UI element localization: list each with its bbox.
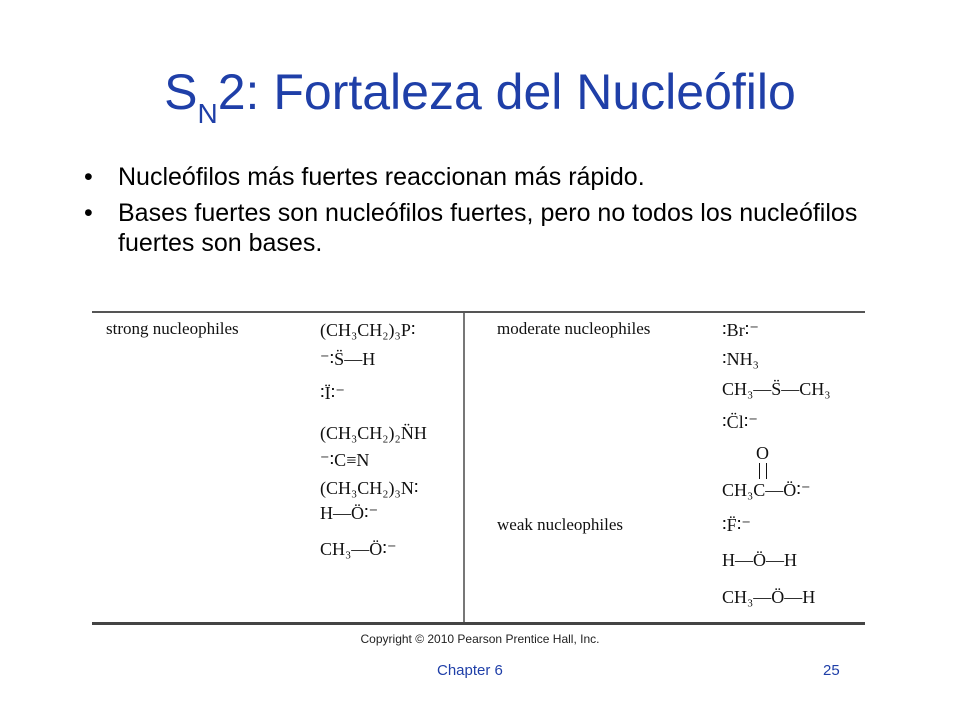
bullet-list	[80, 162, 880, 264]
strong-nucleophile-structure: ∶Ï∶⁻	[320, 383, 345, 403]
weak-nucleophiles-label: weak nucleophiles	[497, 515, 624, 534]
moderate-nucleophile-structure: ∶C̈l∶⁻	[722, 412, 758, 432]
footer-chapter: Chapter 6	[437, 662, 503, 679]
bullet-item	[80, 162, 880, 192]
acetate-structure: CH₃C—Ö∶⁻	[722, 480, 811, 500]
strong-nucleophile-structure: CH₃—Ö∶⁻	[320, 539, 397, 559]
weak-nucleophile-structure: CH₃—Ö—H	[722, 587, 816, 607]
nucleophile-table	[92, 311, 865, 625]
weak-nucleophile-structure: H—Ö—H	[722, 550, 797, 570]
footer-page-number: 25	[823, 662, 840, 679]
moderate-nucleophiles-label: moderate nucleophiles	[497, 319, 651, 338]
table-bottom-rule	[92, 622, 865, 625]
bullet-item	[80, 198, 880, 258]
slide-title	[0, 62, 960, 130]
moderate-nucleophile-structure: CH₃—S̈—CH₃	[722, 379, 831, 399]
strong-nucleophile-structure: ⁻∶S̈—H	[320, 349, 376, 369]
title-rest: 2: Fortaleza del Nucleófilo	[217, 64, 796, 120]
acetate-double-bond	[759, 463, 767, 479]
strong-nucleophiles-label: strong nucleophiles	[106, 319, 239, 338]
bullet-marker: •	[84, 199, 93, 227]
strong-nucleophile-structure: ⁻∶C≡N	[320, 450, 370, 470]
bullet-marker: •	[84, 163, 93, 191]
strong-nucleophile-structure: H—Ö∶⁻	[320, 503, 379, 523]
bullet-text: Bases fuertes son nucleófilos fuertes, pero no todos los nucleófilos fuertes son bases.	[118, 199, 858, 257]
bullet-text: Nucleófilos más fuertes reaccionan más rápido.	[118, 163, 645, 191]
strong-nucleophile-structure: (CH₃CH₂)₃N∶	[320, 478, 419, 498]
moderate-nucleophile-structure: ∶Br∶⁻	[722, 320, 759, 340]
table-top-rule	[92, 311, 865, 313]
strong-nucleophile-structure: (CH₃CH₂)₂N̈H	[320, 423, 427, 443]
moderate-nucleophile-structure: ∶NH₃	[722, 349, 759, 369]
weak-nucleophile-structure: ∶F̈∶⁻	[722, 515, 751, 535]
table-column-divider	[463, 313, 465, 622]
strong-nucleophile-structure: (CH₃CH₂)₃P∶	[320, 320, 416, 340]
acetate-carbonyl-oxygen: O	[756, 443, 769, 463]
title-prefix: S	[164, 64, 198, 120]
copyright-notice: Copyright © 2010 Pearson Prentice Hall, Inc.	[360, 632, 600, 646]
title-subscript: N	[197, 98, 218, 129]
